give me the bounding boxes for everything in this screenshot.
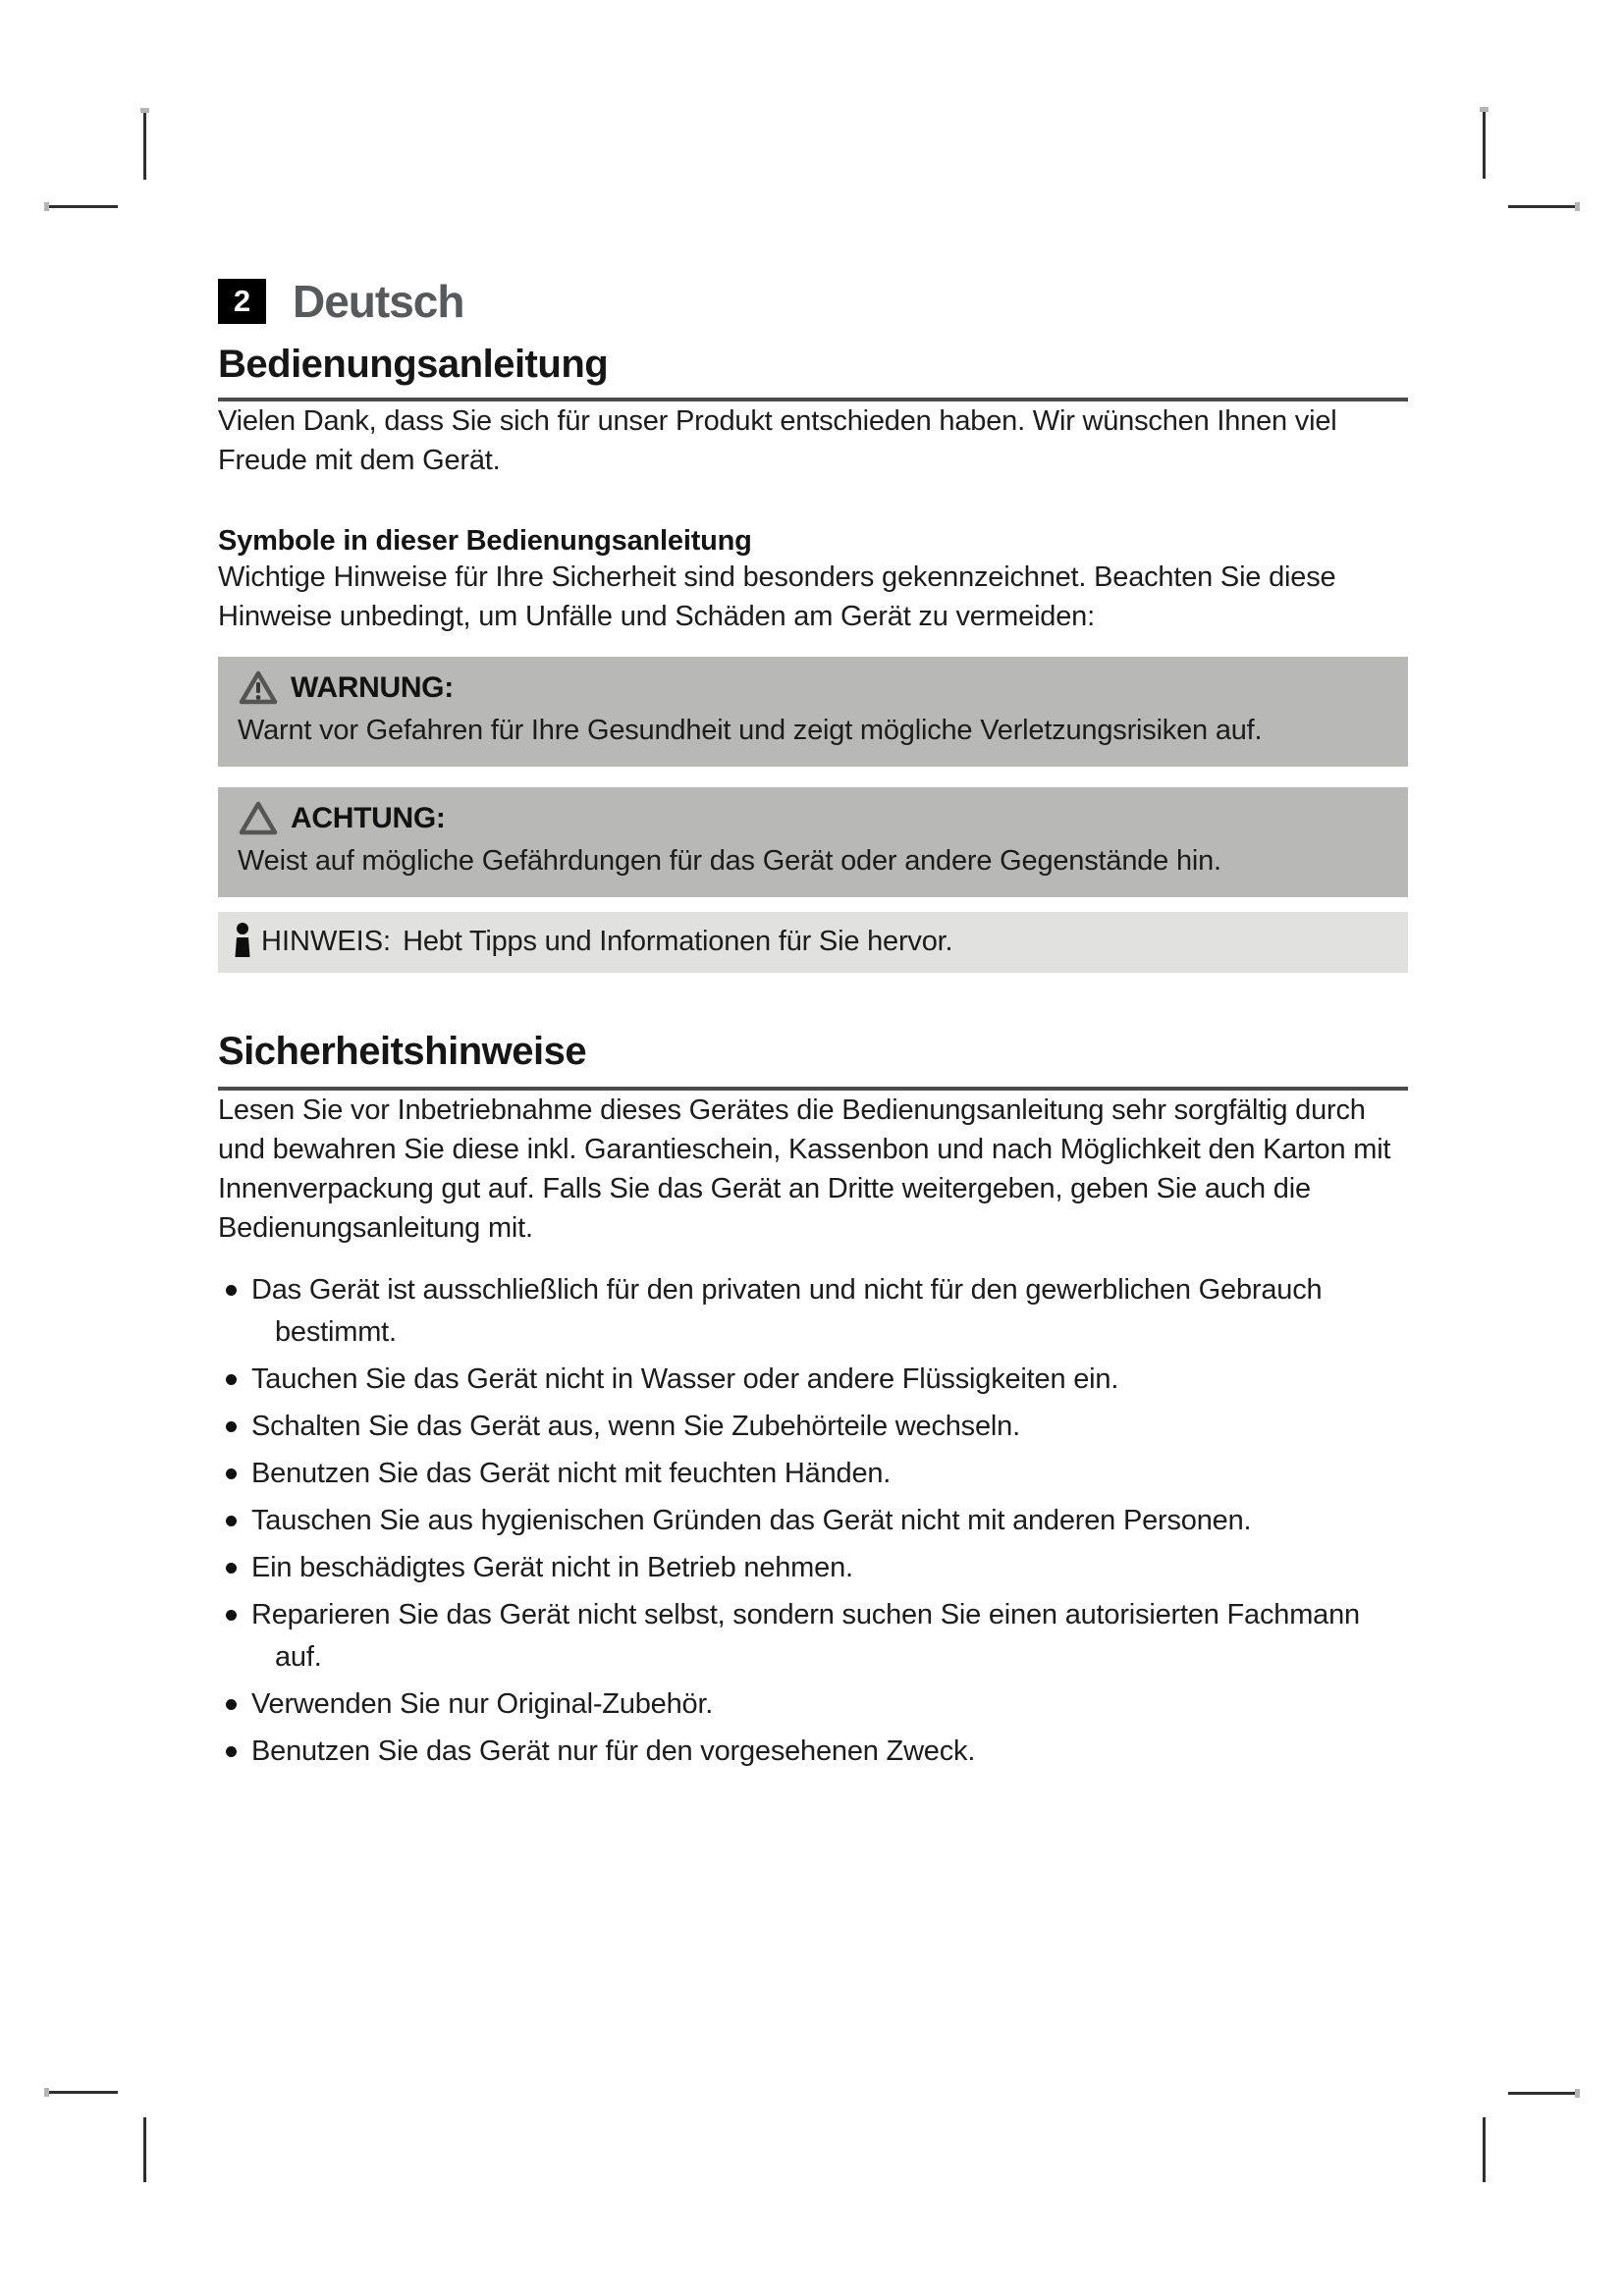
safety-heading: Sicherheitshinweise bbox=[218, 1030, 587, 1073]
list-item: Benutzen Sie das Gerät nicht mit feuchten Händen. bbox=[218, 1453, 1408, 1495]
crop-mark-cap bbox=[44, 202, 49, 211]
crop-mark-bottom-left-horizontal bbox=[47, 2091, 118, 2094]
warning-box bbox=[218, 657, 1408, 767]
crop-mark-cap bbox=[1575, 2089, 1580, 2098]
safety-intro-paragraph: Lesen Sie vor Inbetriebnahme dieses Gerätes die Bedienungsanleitung sehr sorgfältig durch und bewahren Sie diese inkl. Garantieschein, Kassenbon und nach Möglichkeit den Karton mit Innenverpackung gut auf. Falls Sie das Gerät an Dritte weitergeben, geben Sie auch die Bedienungsanleitung mit. bbox=[218, 1095, 1391, 1244]
caution-triangle-icon bbox=[238, 800, 279, 837]
crop-mark-bottom-left-vertical bbox=[143, 2117, 146, 2182]
crop-mark-cap bbox=[1575, 202, 1580, 211]
symbols-heading: Symbole in dieser Bedienungsanleitung bbox=[218, 525, 752, 557]
crop-mark-top-left-vertical bbox=[143, 111, 146, 180]
list-item: Ein beschädigtes Gerät nicht in Betrieb nehmen. bbox=[218, 1547, 1408, 1589]
info-icon bbox=[234, 922, 251, 961]
symbols-intro-paragraph: Wichtige Hinweise für Ihre Sicherheit sind besonders gekennzeichnet. Beachten Sie diese Hinweise unbedingt, um Unfälle und Schäden am Gerät zu vermeiden: bbox=[218, 561, 1336, 632]
language-heading: Deutsch bbox=[293, 276, 464, 327]
warning-label: WARNUNG: bbox=[291, 671, 454, 704]
safety-list bbox=[218, 1269, 1408, 1773]
page-content bbox=[218, 278, 1408, 1778]
document-title: Bedienungsanleitung bbox=[218, 343, 609, 386]
crop-mark-top-left-horizontal bbox=[47, 205, 118, 208]
list-item: Tauschen Sie aus hygienischen Gründen das Gerät nicht mit anderen Personen. bbox=[218, 1500, 1408, 1542]
crop-mark-top-right-vertical bbox=[1483, 110, 1486, 179]
warning-title-row bbox=[238, 669, 1386, 707]
caution-text: Weist auf mögliche Gefährdungen für das Gerät oder andere Gegenstände hin. bbox=[238, 845, 1221, 877]
crop-mark-cap bbox=[44, 2088, 49, 2097]
crop-mark-bottom-right-vertical bbox=[1483, 2117, 1486, 2182]
warning-triangle-icon bbox=[238, 669, 279, 707]
page-number-badge bbox=[218, 279, 266, 324]
list-item: Das Gerät ist ausschließlich für den privaten und nicht für den gewerblichen Gebrauch bestimmt. bbox=[218, 1269, 1408, 1354]
caution-box bbox=[218, 787, 1408, 897]
list-item: Benutzen Sie das Gerät nur für den vorgesehenen Zweck. bbox=[218, 1731, 1408, 1773]
note-box bbox=[218, 912, 1408, 973]
note-label: HINWEIS: bbox=[261, 925, 392, 957]
crop-mark-cap bbox=[1480, 107, 1489, 112]
intro-paragraph: Vielen Dank, dass Sie sich für unser Produkt entschieden haben. Wir wünschen Ihnen viel Freude mit dem Gerät. bbox=[218, 405, 1337, 476]
warning-text: Warnt vor Gefahren für Ihre Gesundheit und zeigt mögliche Verletzungsrisiken auf. bbox=[238, 715, 1263, 746]
list-item: Tauchen Sie das Gerät nicht in Wasser oder andere Flüssigkeiten ein. bbox=[218, 1359, 1408, 1401]
crop-mark-top-right-horizontal bbox=[1508, 205, 1579, 208]
list-item: Reparieren Sie das Gerät nicht selbst, sondern suchen Sie einen autorisierten Fachmann auf. bbox=[218, 1594, 1408, 1679]
list-item: Schalten Sie das Gerät aus, wenn Sie Zubehörteile wechseln. bbox=[218, 1406, 1408, 1448]
page-number: 2 bbox=[233, 284, 251, 318]
list-item: Verwenden Sie nur Original-Zubehör. bbox=[218, 1683, 1408, 1726]
caution-title-row bbox=[238, 800, 1386, 837]
crop-mark-bottom-right-horizontal bbox=[1508, 2092, 1579, 2095]
crop-mark-cap bbox=[140, 108, 149, 113]
page-header bbox=[218, 278, 1408, 325]
caution-label: ACHTUNG: bbox=[291, 802, 446, 834]
note-text: Hebt Tipps und Informationen für Sie hervor. bbox=[403, 925, 953, 957]
